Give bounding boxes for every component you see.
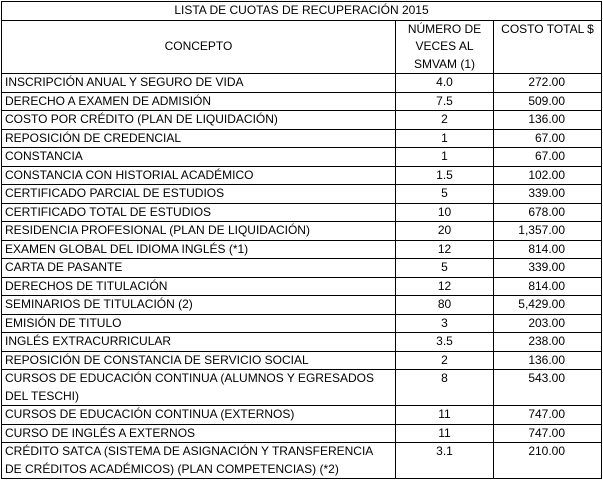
concepto-cell: REPOSICIÓN DE CREDENCIAL xyxy=(2,129,396,148)
veces-cell: 1 xyxy=(396,129,494,148)
header-concepto: CONCEPTO xyxy=(2,20,396,74)
table-row xyxy=(2,351,602,370)
veces-cell: 3.1 xyxy=(396,443,494,479)
table-row xyxy=(2,333,602,352)
header-costo: COSTO TOTAL $ xyxy=(494,20,602,74)
costo-cell: 339.00 xyxy=(494,259,602,278)
concepto-cell: CONSTANCIA xyxy=(2,148,396,167)
concepto-cell: DERECHO A EXAMEN DE ADMISIÓN xyxy=(2,92,396,111)
costo-cell: 136.00 xyxy=(494,351,602,370)
veces-cell: 12 xyxy=(396,277,494,296)
concepto-cell: CURSO DE INGLÉS A EXTERNOS xyxy=(2,424,396,443)
veces-cell: 1.5 xyxy=(396,166,494,185)
costo-cell: 5,429.00 xyxy=(494,296,602,315)
costo-cell: 272.00 xyxy=(494,74,602,93)
concepto-cell: INGLÉS EXTRACURRICULAR xyxy=(2,333,396,352)
costo-cell: 509.00 xyxy=(494,92,602,111)
costo-cell: 339.00 xyxy=(494,185,602,204)
costo-cell: 1,357.00 xyxy=(494,222,602,241)
table-row xyxy=(2,129,602,148)
concepto-cell: DERECHOS DE TITULACIÓN xyxy=(2,277,396,296)
table-row xyxy=(2,277,602,296)
costo-cell: 747.00 xyxy=(494,424,602,443)
veces-cell: 3.5 xyxy=(396,333,494,352)
veces-cell: 10 xyxy=(396,203,494,222)
table-row xyxy=(2,222,602,241)
costo-cell: 210.00 xyxy=(494,443,602,479)
concepto-cell: RESIDENCIA PROFESIONAL (PLAN DE LIQUIDACIÓN) xyxy=(2,222,396,241)
costo-cell: 814.00 xyxy=(494,277,602,296)
costo-cell: 814.00 xyxy=(494,240,602,259)
concepto-cell: CURSOS DE EDUCACIÓN CONTINUA (ALUMNOS Y EGRESADOS DEL TESCHI) xyxy=(2,370,396,406)
header-veces: NÚMERO DE VECES AL SMVAM (1) xyxy=(396,20,494,74)
veces-cell: 2 xyxy=(396,111,494,130)
fees-table xyxy=(1,1,602,479)
costo-cell: 543.00 xyxy=(494,370,602,406)
table-row xyxy=(2,259,602,278)
costo-cell: 67.00 xyxy=(494,129,602,148)
table-row xyxy=(2,406,602,425)
concepto-cell: SEMINARIOS DE TITULACIÓN (2) xyxy=(2,296,396,315)
table-row xyxy=(2,148,602,167)
concepto-cell: EXAMEN GLOBAL DEL IDIOMA INGLÉS (*1) xyxy=(2,240,396,259)
table-row xyxy=(2,370,602,406)
table-body xyxy=(2,74,602,479)
table-row xyxy=(2,92,602,111)
table-row xyxy=(2,74,602,93)
concepto-cell: INSCRIPCIÓN ANUAL Y SEGURO DE VIDA xyxy=(2,74,396,93)
concepto-cell: CERTIFICADO TOTAL DE ESTUDIOS xyxy=(2,203,396,222)
table-row xyxy=(2,314,602,333)
costo-cell: 238.00 xyxy=(494,333,602,352)
table-title: LISTA DE CUOTAS DE RECUPERACIÓN 2015 xyxy=(2,2,602,21)
costo-cell: 747.00 xyxy=(494,406,602,425)
title-row xyxy=(2,2,602,21)
costo-cell: 67.00 xyxy=(494,148,602,167)
veces-cell: 4.0 xyxy=(396,74,494,93)
table-row xyxy=(2,443,602,479)
veces-cell: 20 xyxy=(396,222,494,241)
costo-cell: 136.00 xyxy=(494,111,602,130)
veces-cell: 80 xyxy=(396,296,494,315)
table-row xyxy=(2,166,602,185)
concepto-cell: CURSOS DE EDUCACIÓN CONTINUA (EXTERNOS) xyxy=(2,406,396,425)
concepto-cell: CONSTANCIA CON HISTORIAL ACADÉMICO xyxy=(2,166,396,185)
veces-cell: 5 xyxy=(396,259,494,278)
costo-cell: 102.00 xyxy=(494,166,602,185)
costo-cell: 678.00 xyxy=(494,203,602,222)
table-row xyxy=(2,185,602,204)
veces-cell: 3 xyxy=(396,314,494,333)
veces-cell: 12 xyxy=(396,240,494,259)
table-row xyxy=(2,296,602,315)
concepto-cell: COSTO POR CRÉDITO (PLAN DE LIQUIDACIÓN) xyxy=(2,111,396,130)
table-row xyxy=(2,203,602,222)
concepto-cell: CERTIFICADO PARCIAL DE ESTUDIOS xyxy=(2,185,396,204)
veces-cell: 8 xyxy=(396,370,494,406)
veces-cell: 11 xyxy=(396,406,494,425)
concepto-cell: REPOSICIÓN DE CONSTANCIA DE SERVICIO SOCIAL xyxy=(2,351,396,370)
table-row xyxy=(2,240,602,259)
concepto-cell: EMISIÓN DE TITULO xyxy=(2,314,396,333)
table-row xyxy=(2,424,602,443)
costo-cell: 203.00 xyxy=(494,314,602,333)
concepto-cell: CRÉDITO SATCA (SISTEMA DE ASIGNACIÓN Y TRANSFERENCIA DE CRÉDITOS ACADÉMICOS) (PLAN COMPETENCIAS) (*2) xyxy=(2,443,396,479)
table-row xyxy=(2,111,602,130)
veces-cell: 5 xyxy=(396,185,494,204)
veces-cell: 1 xyxy=(396,148,494,167)
veces-cell: 11 xyxy=(396,424,494,443)
veces-cell: 7.5 xyxy=(396,92,494,111)
concepto-cell: CARTA DE PASANTE xyxy=(2,259,396,278)
header-row xyxy=(2,20,602,74)
veces-cell: 2 xyxy=(396,351,494,370)
